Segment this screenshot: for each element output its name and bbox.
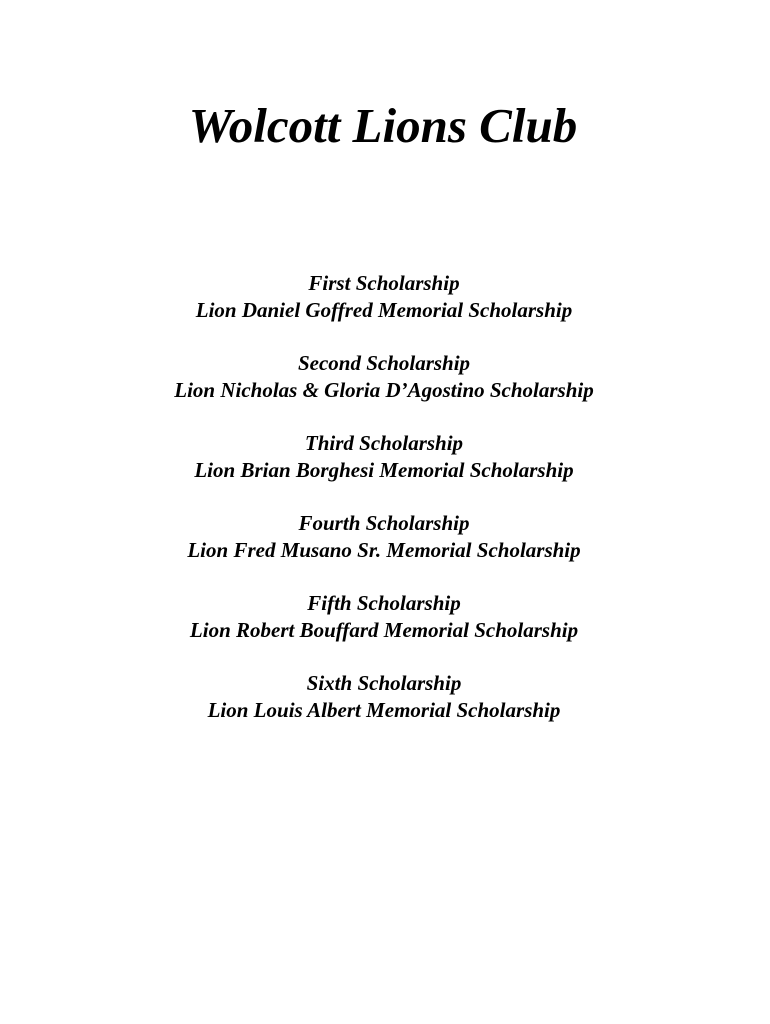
page-title: Wolcott Lions Club xyxy=(188,98,578,153)
scholarship-entry xyxy=(0,670,768,750)
scholarship-rank: Fifth Scholarship xyxy=(307,591,461,615)
scholarship-list xyxy=(0,270,768,750)
scholarship-name: Lion Louis Albert Memorial Scholarship xyxy=(207,698,561,722)
scholarship-entry xyxy=(0,430,768,510)
scholarship-name: Lion Brian Borghesi Memorial Scholarship xyxy=(194,458,574,482)
scholarship-entry xyxy=(0,350,768,430)
scholarship-entry xyxy=(0,590,768,670)
scholarship-rank: Second Scholarship xyxy=(297,351,471,375)
scholarship-name: Lion Nicholas & Gloria D’Agostino Scholarship xyxy=(174,378,594,402)
scholarship-entry xyxy=(0,270,768,350)
scholarship-entry xyxy=(0,510,768,590)
scholarship-rank: Third Scholarship xyxy=(304,431,464,455)
scholarship-name: Lion Robert Bouffard Memorial Scholarship xyxy=(189,618,579,642)
scholarship-name: Lion Fred Musano Sr. Memorial Scholarship xyxy=(187,538,581,562)
scholarship-rank: First Scholarship xyxy=(308,271,460,295)
scholarship-rank: Fourth Scholarship xyxy=(298,511,470,535)
scholarship-name: Lion Daniel Goffred Memorial Scholarship xyxy=(195,298,573,322)
scholarship-rank: Sixth Scholarship xyxy=(306,671,462,695)
